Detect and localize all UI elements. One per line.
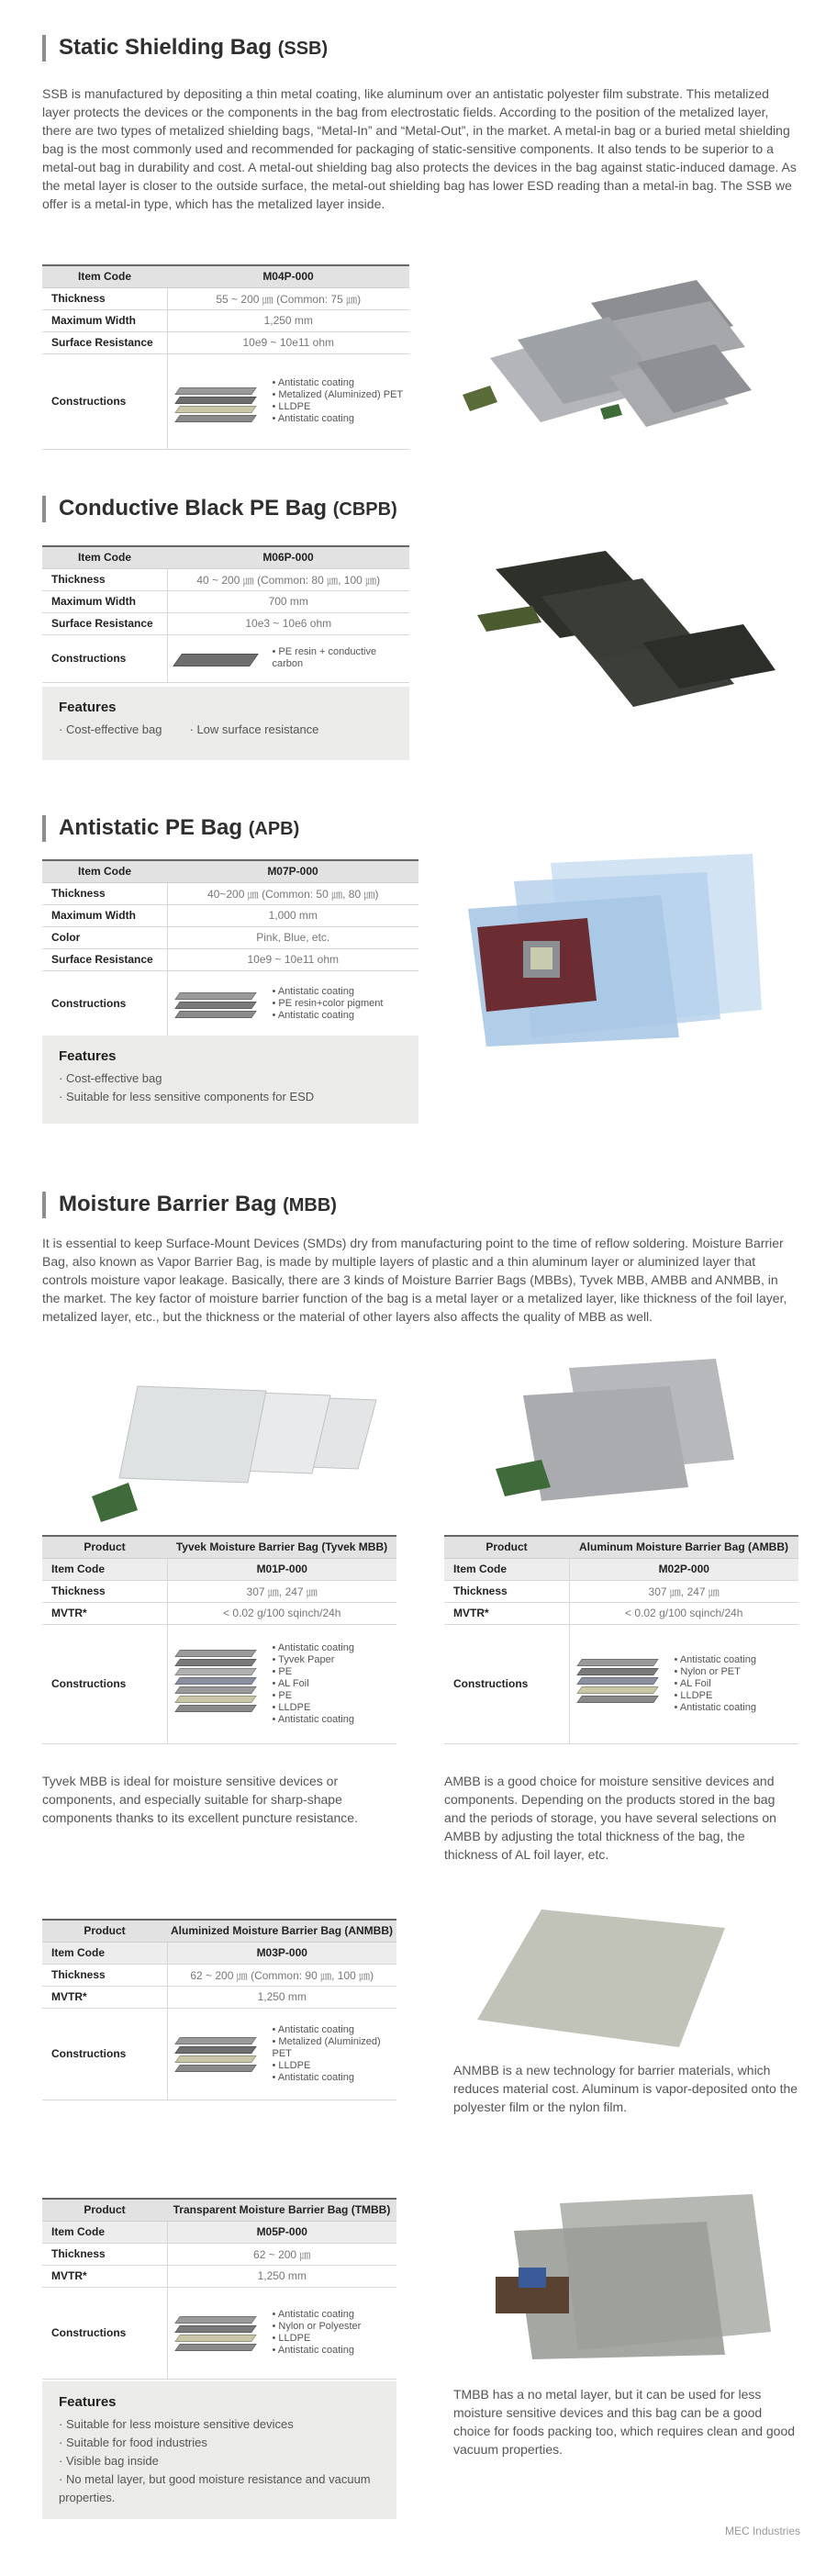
- ssb-bags-image: [453, 275, 802, 441]
- ssb-construction: • Antistatic coating • Metalized (Aluminized) PET • LLDPE • Antistatic coating: [168, 377, 410, 425]
- tmbb-features: Features · Suitable for less moisture sensitive devices · Suitable for food industries · Visible bag inside · No metal layer, but good moisture resistance and vacuum properties.: [42, 2381, 396, 2519]
- apb-construction: • Antistatic coating • PE resin+color pigment • Antistatic coating: [168, 985, 419, 1022]
- footer-brand: MEC Industries: [724, 2525, 800, 2537]
- layer-stack-icon: [177, 985, 260, 1022]
- ssb-title: Static Shielding Bag (SSB): [42, 35, 328, 62]
- ambb-spec-table: Product Aluminum Moisture Barrier Bag (AMBB) Item Code M02P-000 Thickness 307 ㎛, 247 ㎛ MVTR* < 0.02 g/100 sqinch/24h Constructions • Antistatic coating • Nylon or PET • AL Foil • LLDPE • Antistatic coating: [444, 1535, 798, 1744]
- anmbb-spec-table: Product Aluminized Moisture Barrier Bag (ANMBB) Item Code M03P-000 Thickness 62 ~ 200 ㎛ (Common: 90 ㎛, 100 ㎛) MVTR* 1,250 mm Constructions • Antistatic coating • Metalized (Aluminized) PET • LLDPE • Antistatic coating: [42, 1919, 396, 2100]
- apb-bags-image: [459, 854, 771, 1047]
- cbpb-title: Conductive Black PE Bag (CBPB): [42, 496, 397, 522]
- anmbb-bag-image: [468, 1910, 743, 2056]
- ambb-note: AMBB is a good choice for moisture sensitive devices and components. Depending on the products stored in the bag and the periods of storage, you have several selections on AMBB by adjusting the total thickness of the bag, the thickness of AL foil layer, etc.: [444, 1774, 776, 1862]
- cbpb-construction: • PE resin + conductive carbon: [168, 644, 410, 672]
- apb-spec-table: Item Code M07P-000 Thickness 40~200 ㎛ (Common: 50 ㎛, 80 ㎛) Maximum Width 1,000 mm Color Pink, Blue, etc. Surface Resistance 10e9 ~ 10e11 ohm Constructions • Antistatic coating • PE resin+color pigment • Antistatic coating: [42, 859, 418, 1037]
- apb-title: Antistatic PE Bag (APB): [42, 815, 299, 842]
- tyvek-bags-image: [83, 1368, 385, 1524]
- ssb-spec-table: Item Code M04P-000 Thickness 55 ~ 200 ㎛ (Common: 75 ㎛) Maximum Width 1,250 mm Surface Resistance 10e9 ~ 10e11 ohm Constructions • Antistatic coating • Metalized (Aluminized) PET • LLDPE • Antistatic coating: [42, 264, 409, 450]
- tyvek-note: Tyvek MBB is ideal for moisture sensitive devices or components, and especially suitable for sharp-shape components thanks to its excellent puncture resistance.: [42, 1774, 358, 1825]
- tyvek-spec-table: Product Tyvek Moisture Barrier Bag (Tyvek MBB) Item Code M01P-000 Thickness 307 ㎛, 247 ㎛ MVTR* < 0.02 g/100 sqinch/24h Constructions • Antistatic coating • Tyvek Paper • PE • AL Foil • PE • LLDPE • Antistatic coating: [42, 1535, 396, 1744]
- mbb-description: It is essential to keep Surface-Mount Devices (SMDs) dry from manufacturing point to the time of reflow soldering. Moisture Barrier Bag, also known as Vapor Barrier Bag, is made by multiple layers of plastic and a thin aluminum layer or aluminized layer that controls moisture vapor leakage. Basically, there are 3 kinds of Moisture Barrier Bags (MBBs), Tyvek MBB, AMBB and ANMBB, in the market. The key factor of moisture barrier function of the bag is a metal layer or a metalized layer, like thickness of the foil layer, metalized layer, etc., but the thickness or the material of other layers also affects the quality of MBB as well.: [42, 1236, 787, 1324]
- layer-stack-icon: [177, 1642, 260, 1725]
- mbb-title: Moisture Barrier Bag (MBB): [42, 1192, 337, 1218]
- apb-features: Features · Cost-effective bag · Suitable for less sensitive components for ESD: [42, 1036, 418, 1124]
- cbpb-spec-table: Item Code M06P-000 Thickness 40 ~ 200 ㎛ (Common: 80 ㎛, 100 ㎛) Maximum Width 700 mm Surface Resistance 10e3 ~ 10e6 ohm Constructions • PE resin + conductive carbon: [42, 545, 409, 683]
- anmbb-construction: • Antistatic coating • Metalized (Aluminized) PET • LLDPE • Antistatic coating: [168, 2024, 397, 2084]
- layer-stack-icon: [177, 2309, 260, 2357]
- layer-stack-icon: [579, 1652, 662, 1716]
- tyvek-construction: • Antistatic coating • Tyvek Paper • PE • AL Foil • PE • LLDPE • Antistatic coating: [168, 1642, 397, 1726]
- ssb-description: SSB is manufactured by depositing a thin metal coating, like aluminum over an antistatic polyester film substrate. This metalized layer protects the devices or the components in the bag from electrostatic fields. According to the position of the metalized layer, there are two types of metalized shielding bags, “Metal-In” and “Metal-Out”, in the market. A metal-in bag or a buried metal shielding bag is the most commonly used and recommended for packaging of static-sensitive components. It also tends to be superior to a metal-out bag in durability and cost. A metal-out shielding bag also protects the devices in the bag against static-induced damage. As the metal layer is closer to the outside surface, the metal-out shielding bag has lower ESD reading than a metal-in bag. The SSB we offer is a metal-in type, which has the metalized layer inside.: [42, 86, 797, 211]
- layer-stack-icon: [177, 2030, 260, 2078]
- tmbb-bags-image: [477, 2194, 780, 2359]
- ambb-bags-image: [486, 1359, 762, 1515]
- tmbb-construction: • Antistatic coating • Nylon or Polyester • LLDPE • Antistatic coating: [168, 2309, 397, 2357]
- cbpb-features: Features · Cost-effective bag· Low surface resistance: [42, 687, 409, 760]
- layer-stack-icon: [177, 378, 260, 424]
- tmbb-note: TMBB has a no metal layer, but it can be used for less moisture sensitive devices and this bag can be a good choice for foods packing too, which requires clean and good vacuum properties.: [453, 2387, 796, 2457]
- ambb-construction: • Antistatic coating • Nylon or PET • AL Foil • LLDPE • Antistatic coating: [570, 1652, 799, 1716]
- layer-stack-icon: [177, 644, 260, 672]
- anmbb-note: ANMBB is a new technology for barrier materials, which reduces material cost. Aluminum is vapor-deposited onto the polyester film or the nylon film.: [453, 2063, 798, 2114]
- cbpb-bags-image: [459, 551, 808, 716]
- tmbb-spec-table: Product Transparent Moisture Barrier Bag (TMBB) Item Code M05P-000 Thickness 62 ~ 200 ㎛ MVTR* 1,250 mm Constructions • Antistatic coating • Nylon or Polyester • LLDPE • Antistatic coating: [42, 2198, 396, 2380]
